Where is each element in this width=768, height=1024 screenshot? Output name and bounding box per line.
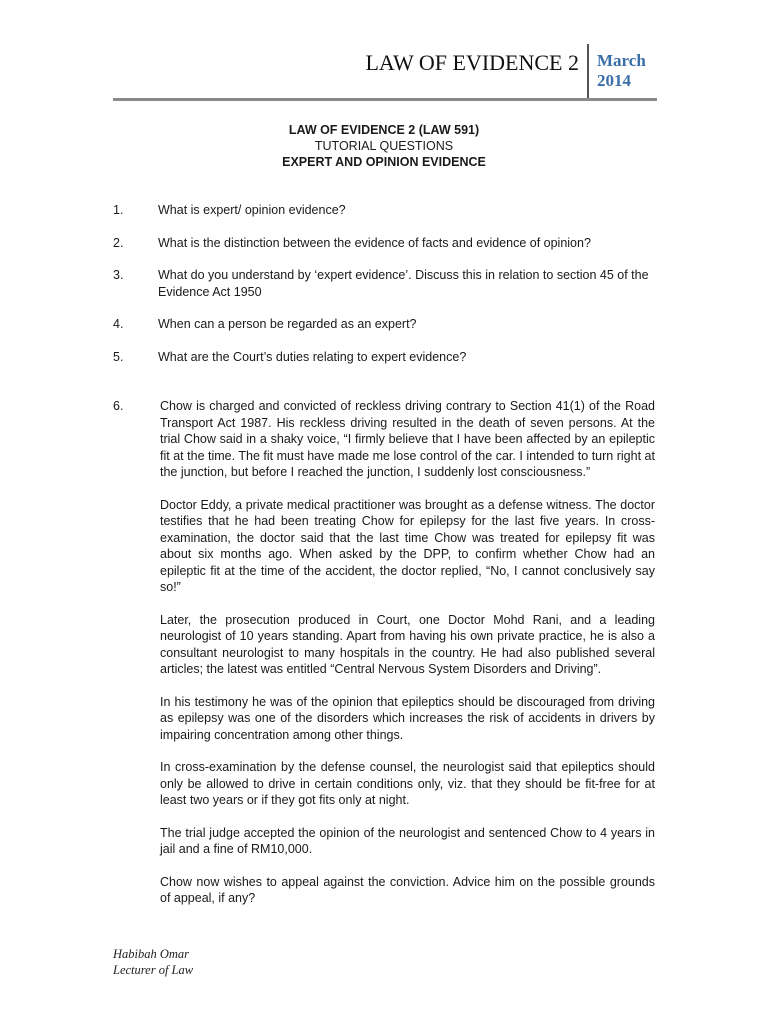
course-title: LAW OF EVIDENCE 2 (LAW 591) (288, 123, 480, 137)
question-number: 4. (113, 317, 124, 331)
question-text: When can a person be regarded as an expert? (158, 317, 417, 331)
header-title: LAW OF EVIDENCE 2 (365, 50, 579, 75)
question-text: What are the Court’s duties relating to expert evidence? (158, 350, 467, 364)
problem-question (113, 398, 655, 923)
question-item (113, 349, 655, 366)
question-number: 6. (113, 399, 124, 413)
question-number: 5. (113, 350, 124, 364)
problem-body (160, 398, 655, 907)
problem-paragraph: Chow is charged and convicted of reckless driving contrary to Section 41(1) of the Road Transport Act 1987. His reckless driving resulted in the death of seven persons. At the trial Chow said in a shaky voice, “I firmly believe that I have been affected by an epileptic fit at the time. The fit must have made me lose control of the car. I intended to turn right at the junction, but before I reached the junction, I suddenly lost consciousness.” (160, 399, 655, 479)
author-role: Lecturer of Law (113, 963, 194, 977)
question-text: What is expert/ opinion evidence? (158, 203, 346, 217)
problem-paragraph: Doctor Eddy, a private medical practitioner was brought as a defense witness. The doctor testifies that he had been treating Chow for epilepsy for the last five years. In cross-examination, the doctor said that the last time Chow was treated for epilepsy fit was about six months ago. When asked by the DPP, to confirm whether Chow had an epileptic fit at the time of the accident, the doctor replied, “No, I cannot conclusively say so!” (160, 497, 655, 594)
document-titles (113, 122, 655, 170)
header-year: 2014 (597, 71, 631, 90)
header-divider (587, 44, 589, 100)
question-text: What is the distinction between the evidence of facts and evidence of opinion? (158, 236, 591, 250)
question-item (113, 202, 655, 219)
problem-paragraph: The trial judge accepted the opinion of the neurologist and sentenced Chow to 4 years in jail and a fine of RM10,000. (160, 825, 655, 856)
problem-paragraph: Chow now wishes to appeal against the conviction. Advice him on the possible grounds of appeal, if any? (160, 874, 655, 905)
document-subtitle: TUTORIAL QUESTIONS (314, 139, 454, 153)
question-item (113, 235, 655, 252)
header-date (597, 51, 646, 91)
question-item (113, 267, 655, 300)
signature-block (113, 946, 193, 978)
page-header (113, 44, 657, 100)
question-number: 2. (113, 236, 124, 250)
problem-paragraph: In his testimony he was of the opinion that epileptics should be discouraged from driving as epilepsy was one of the disorders which increases the risk of accidents in drivers by impairing concentration among other things. (160, 694, 655, 742)
question-number: 3. (113, 268, 124, 282)
question-text: What do you understand by ‘expert evidence’. Discuss this in relation to section 45 of the Evidence Act 1950 (158, 268, 649, 299)
header-rule (113, 98, 657, 101)
question-number: 1. (113, 203, 124, 217)
problem-paragraph: In cross-examination by the defense counsel, the neurologist said that epileptics should only be allowed to drive in certain conditions only, viz. that they should be fit-free for at least two years or if they got fits only at night. (160, 760, 655, 807)
header-month: March (597, 51, 646, 70)
problem-paragraph: Later, the prosecution produced in Court, one Doctor Mohd Rani, and a leading neurologist of 10 years standing. Apart from having his own private practice, he is also a consultant neurologist to many hospitals in the country. He had also published several articles; the latest was entitled “Central Nervous System Disorders and Driving”. (160, 612, 655, 676)
topic-title: EXPERT AND OPINION EVIDENCE (282, 155, 486, 169)
author-name: Habibah Omar (113, 947, 190, 961)
question-item (113, 316, 655, 333)
